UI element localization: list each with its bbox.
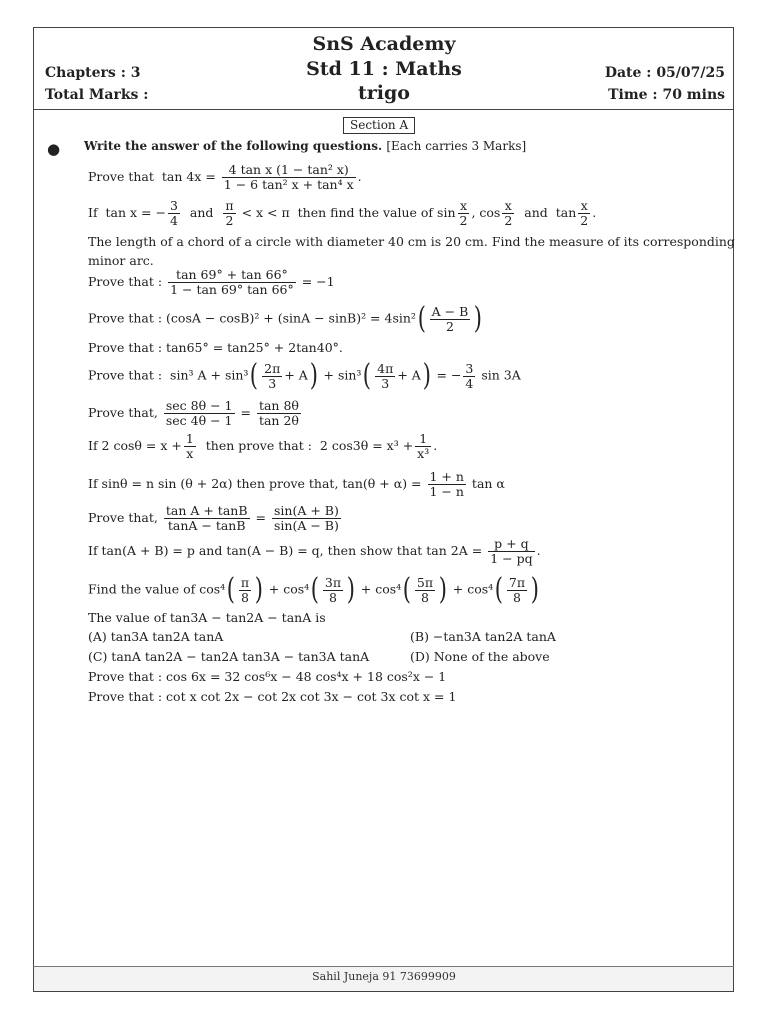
q2-frac4 [502,199,514,228]
q7-d2: 3 [381,375,390,391]
q4-rhs: = −1 [301,274,335,289]
chapters-label: Chapters : 3 [45,65,141,81]
q2-sin: sin [437,205,456,220]
question-4 [88,268,335,297]
q2-frac5 [578,199,590,228]
q12-lead: If tan(A + B) = p and tan(A − B) = q, then show that tan 2A = [88,543,483,558]
q13-n3: 5π [416,574,434,590]
q13-p1: + cos⁴ [268,581,310,597]
option-b: (B) −tan3A tan2A tanA [410,629,556,644]
q13-d1: 8 [241,589,249,605]
q8-frac1 [164,399,235,428]
q1-lhs: tan 4x = [161,169,216,184]
q2-n2: π [225,198,234,213]
q12-fraction [488,537,534,566]
instruction-text: Write the answer of the following questions. [84,139,383,153]
q2-nx-2: x [502,199,514,214]
q5-num: A − B [431,303,469,319]
chapter-name: trigo [358,82,410,104]
q7-a1: + A [284,367,308,383]
question-10 [88,470,505,499]
q9-d1: x [186,446,194,461]
q13-n2: 3π [324,574,342,590]
q10-lead: If sinθ = n sin (θ + 2α) then prove that, tan(θ + α) = [88,476,422,491]
q7-frac2 [375,362,395,391]
q2-p2: < x < π [241,205,290,220]
q2-and1: and [189,205,214,220]
q11-eq: = [255,510,266,525]
question-15: Prove that : cos 6x = 32 cos⁶x − 48 cos⁴x + 18 cos²x − 1 [88,669,447,684]
q7-n2: 4π [377,360,394,376]
q7-frac1 [262,362,282,391]
q5-lead: Prove that : (cosA − cosB)² + (sinA − sinB)² = 4sin² [88,310,416,326]
q10-num: 1 + n [429,469,464,484]
q2-frac3 [458,199,470,228]
q1-end: . [357,169,362,184]
question-12 [88,537,541,566]
question-6: Prove that : tan65° = tan25° + 2tan40°. [88,340,343,355]
subject-title: Std 11 : Maths [306,58,462,80]
q8-lead: Prove that, [88,405,158,420]
q7-d1: 3 [268,375,277,391]
q13-frac4 [507,576,527,605]
q7-frac3 [463,362,475,391]
q8-n2: tan 8θ [258,398,299,413]
q9-n1: 1 [185,431,194,446]
q8-frac2 [257,399,301,428]
q13-p2: + cos⁴ [360,581,402,597]
option-c: (C) tanA tan2A − tan2A tan3A − tan3A tanA [88,649,370,664]
q2-d1: 4 [169,213,178,228]
q12-den: 1 − pq [490,551,533,566]
q1-fraction [222,163,356,192]
q9-mid: then prove that : [205,438,312,453]
q7-eq: = − [436,367,462,383]
q11-lead: Prove that, [88,510,158,525]
q11-frac2 [272,504,341,533]
q10-end: tan α [471,476,505,491]
q11-frac1 [164,504,250,533]
q4-fraction [168,268,296,297]
q8-d2: tan 2θ [258,413,299,428]
q9-lead: If 2 cosθ = x + [88,438,182,453]
q2-cos: , cos [471,205,501,220]
q13-d2: 8 [329,589,337,605]
q2-d3: 2 [459,213,468,228]
question-2 [88,199,596,228]
academy-name: SnS Academy [312,33,456,55]
q9-end: . [433,438,438,453]
option-a: (A) tan3A tan2A tanA [88,629,224,644]
q11-n2: sin(A + B) [273,503,339,518]
question-3-line1: The length of a chord of a circle with diameter 40 cm is 20 cm. Find the measure of its corresponding [88,234,735,249]
q12-end: . [536,543,541,558]
q13-p3: + cos⁴ [452,581,494,597]
q2-nx-3: x [578,199,590,214]
q11-d1: tanA − tanB [167,518,246,533]
q2-tan: tan [555,205,577,220]
q11-n1: tan A + tanB [165,503,248,518]
q8-n1: sec 8θ − 1 [165,398,233,413]
total-marks-label: Total Marks : [45,87,149,103]
q8-d1: sec 4θ − 1 [165,413,233,428]
q13-d3: 8 [421,589,429,605]
q2-frac1 [168,199,180,228]
q7-d3: 4 [465,375,474,391]
q2-n1: 3 [169,198,178,213]
q1-den: 1 − 6 tan² x + tan⁴ x [223,177,354,192]
q1-lead: Prove that [88,169,154,184]
q13-frac2 [323,576,343,605]
q7-lead: Prove that : [88,367,163,383]
question-9 [88,432,437,461]
q9-frac1 [184,432,196,461]
q7-n3: 3 [465,360,474,376]
q5-fraction [430,305,471,334]
question-14: The value of tan3A − tan2A − tanA is [88,610,326,625]
q2-and2: and [524,205,548,220]
footer-divider [33,966,734,967]
q10-den: 1 − n [429,484,464,499]
q7-rhs: sin 3A [481,367,521,383]
q2-d2: 2 [225,213,234,228]
question-13: Find the value of cos⁴( $\frac{\pi}{8}$ ) + cos⁴( $\frac{3\pi}{8}$ ) + cos⁴( $\frac{5\pi}{8}$ ) + cos⁴( $\frac{7\pi}{8}$ ) [88,572,540,607]
q2-p1: tan x = − [105,205,166,220]
question-1 [88,163,362,192]
header-divider [33,109,734,110]
bullet-icon: ● [47,140,61,158]
section-title: Section A [343,117,415,134]
q11-d2: sin(A − B) [273,518,339,533]
q10-fraction [428,470,466,499]
question-16: Prove that : cot x cot 2x − cot 2x cot 3x − cot 3x cot x = 1 [88,689,457,704]
q9-n2: 1 [415,432,431,447]
q9-frac2 [415,432,431,461]
q13-d4: 8 [513,589,521,605]
q2-frac2 [223,199,235,228]
q13-n1: π [240,574,250,590]
q7-t1: sin³ A + sin³ [170,367,249,383]
q2-nx: x [458,199,470,214]
question-5: Prove that : (cosA − cosB)² + (sinA − sinB)² = 4sin²( $\frac{A - B}{2}$ ) [88,301,483,336]
question-8 [88,399,303,428]
option-d: (D) None of the above [410,649,550,664]
q2-d3-2: 2 [504,213,513,228]
question-7: Prove that : sin³ A + sin³( $\frac{2\pi}{3}$ + A) + sin³( $\frac{4\pi}{3}$ + A) = − $\frac{3}{4}$ sin 3A [88,358,521,393]
q13-lead: Find the value of cos⁴ [88,581,226,597]
q2-end: . [592,205,597,220]
q9-d2: x³ [417,446,430,461]
q7-n1: 2π [264,360,281,376]
date-label: Date : 05/07/25 [604,65,725,81]
instruction-note: [Each carries 3 Marks] [386,139,527,153]
q7-a2: + A [397,367,421,383]
question-11 [88,504,343,533]
q4-den: 1 − tan 69° tan 66° [170,282,294,297]
question-3-line2: minor arc. [88,253,154,268]
q2-p3: then find the value of [297,205,434,220]
q13-frac1 [239,576,251,605]
q2-d3-3: 2 [580,213,589,228]
time-label: Time : 70 mins [608,87,725,103]
q13-n4: 7π [508,574,526,590]
q7-t2: + sin³ [323,367,362,383]
q5-den: 2 [446,318,454,334]
q12-num: p + q [488,537,534,552]
q4-num: tan 69° + tan 66° [168,268,296,283]
q2-lead: If [88,205,98,220]
q9-rhs: 2 cos3θ = x³ + [319,438,414,453]
footer-text: Sahil Juneja 91 73699909 [312,970,456,983]
q8-eq: = [240,405,251,420]
q1-num: 4 tan x (1 − tan² x) [222,163,356,178]
q13-frac3 [415,576,435,605]
instruction [84,139,526,153]
q4-lead: Prove that : [88,274,163,289]
